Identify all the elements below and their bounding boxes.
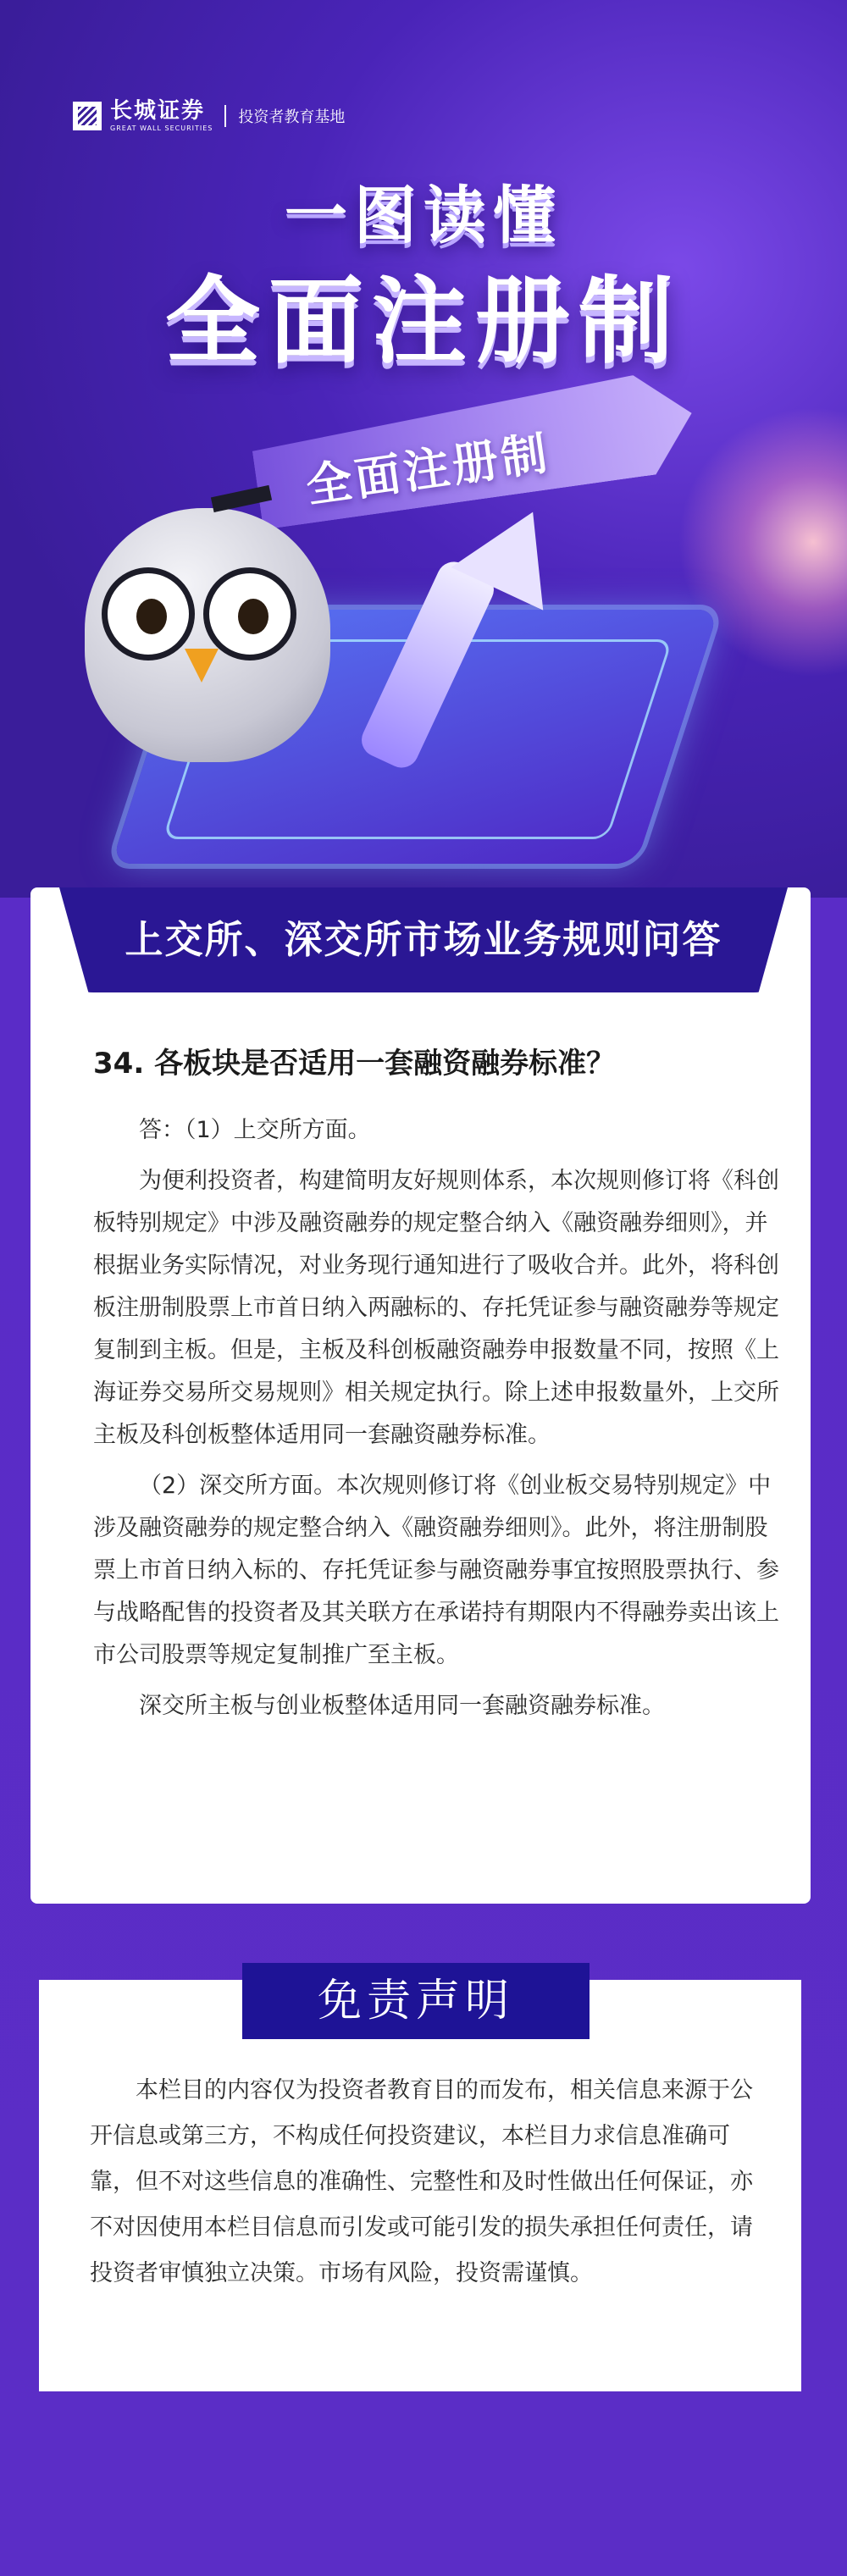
brand-divider — [224, 105, 226, 127]
owl-left-eye — [102, 567, 195, 661]
disclaimer-heading: 免责声明 — [242, 1963, 590, 2039]
great-wall-logo-icon — [73, 102, 102, 130]
ribbon-text: 全面注册制 — [302, 426, 554, 513]
hero-title-line2: 全面注册制 — [165, 267, 682, 377]
brand-subtitle: 投资者教育基地 — [238, 108, 346, 126]
brand-english: GREAT WALL SECURITIES — [110, 124, 213, 132]
owl-right-eye — [203, 567, 296, 661]
answer-body — [93, 1109, 789, 1736]
brand-name: 长城证券 — [110, 98, 206, 124]
answer-paragraph: 为便利投资者，构建简明友好规则体系，本次规则修订将《科创板特别规定》中涉及融资融券的规定整合纳入《融资融券细则》，并根据业务实际情况，对业务现行通知进行了吸收合并。此外，将科创板注册制股票上市首日纳入两融标的、存托凭证参与融资融券等规定复制到主板。但是，主板及科创板融资融券申报数量不同，按照《上海证券交易所交易规则》相关规定执行。除上述申报数量外，上交所主板及科创板整体适用同一套融资融券标准。 — [93, 1168, 779, 1448]
answer-paragraph: 答：（1）上交所方面。 — [139, 1117, 371, 1143]
section-banner-title: 上交所、深交所市场业务规则问答 — [125, 917, 722, 962]
disclaimer-text: 本栏目的内容仅为投资者教育目的而发布，相关信息来源于公开信息或第三方，不构成任何投资建议，本栏目力求信息准确可靠，但不对这些信息的准确性、完整性和及时性做出任何保证，亦不对因使用本栏目信息而引发或可能引发的损失承担任何责任，请投资者审慎独立决策。市场有风险，投资需谨慎。 — [90, 2077, 753, 2286]
owl-beak — [185, 649, 219, 683]
disclaimer-body — [90, 2068, 759, 2297]
answer-paragraph: 深交所主板与创业板整体适用同一套融资融券标准。 — [139, 1693, 665, 1719]
brand-text — [110, 100, 213, 132]
question-title: 34. 各板块是否适用一套融资融券标准？ — [93, 1047, 616, 1081]
answer-paragraph: （2）深交所方面。本次规则修订将《创业板交易特别规定》中涉及融资融券的规定整合纳入《融资融券细则》。此外，将注册制股票上市首日纳入标的、存托凭证参与融资融券事宜按照股票执行、参与战略配售的投资者及其关联方在承诺持有期限内不得融券卖出该上市公司股票等规定复制推广至主板。 — [93, 1473, 779, 1668]
brand-header — [73, 100, 345, 132]
owl-mascot-illustration — [68, 500, 347, 771]
hero-banner — [0, 0, 847, 898]
hero-title-line1: 一图读懂 — [285, 180, 562, 252]
graduation-cap-icon — [211, 485, 272, 512]
